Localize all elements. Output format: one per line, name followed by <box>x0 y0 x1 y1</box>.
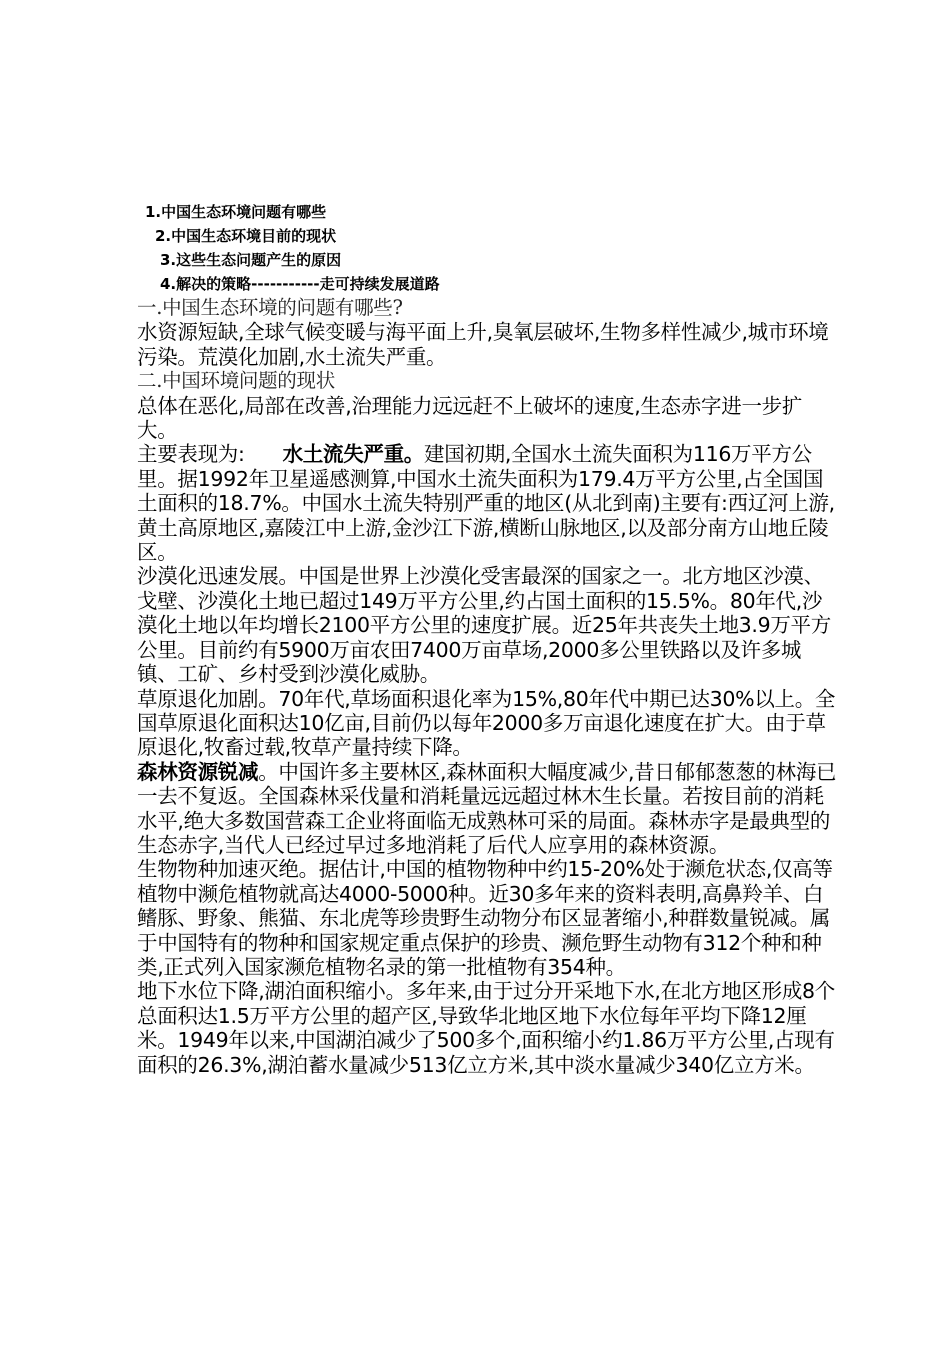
toc-item-2: 2.中国生态环境目前的现状 <box>155 227 337 245</box>
soil-erosion-title: 水土流失严重。 <box>282 442 425 467</box>
main-manifestations-label: 主要表现为: <box>137 442 245 467</box>
forest-paragraph <box>137 760 840 858</box>
section-2-heading: 二.中国环境问题的现状 <box>137 369 335 393</box>
species-paragraph: 生物物种加速灭绝。据估计,中国的植物物种中约15-20%处于濒危状态,仅高等植物中濒危植物就高达4000-5000种。近30多年来的资料表明,高鼻羚羊、白鳍豚、野象、熊猫、东北虎等珍贵野生动物分布区显著缩小,种群数量锐减。属于中国特有的物种和国家规定重点保护的珍贵、濒危野生动物有312个种和种类,正式列入国家濒危植物名录的第一批植物有354种。 <box>137 857 833 979</box>
toc-item-4: 4.解决的策略-----------走可持续发展道路 <box>160 275 440 293</box>
document-body <box>137 296 840 1077</box>
groundwater-paragraph: 地下水位下降,湖泊面积缩小。多年来,由于过分开采地下水,在北方地区形成8个总面积达1.5万平方公里的超产区,导致华北地区地下水位每年平均下降12厘米。1949年以来,中国湖泊减少了500多个,面积缩小约1.86万平方公里,占现有面积的26.3%,湖泊蓄水量减少513亿立方米,其中淡水量减少340亿立方米。 <box>137 979 835 1077</box>
desertification-paragraph: 沙漠化迅速发展。中国是世界上沙漠化受害最深的国家之一。北方地区沙漠、戈壁、沙漠化土地已超过149万平方公里,约占国土面积的15.5%。80年代,沙漠化土地以年均增长2100平方公里的速度扩展。近25年共丧失土地3.9万平方公里。目前约有5900万亩农田7400万亩草场,2000多公里铁路以及许多城镇、工矿、乡村受到沙漠化威胁。 <box>137 564 831 687</box>
grassland-paragraph: 草原退化加剧。70年代,草场面积退化率为15%,80年代中期已达30%以上。全国草原退化面积达10亿亩,目前仍以每年2000多万亩退化速度在扩大。由于草原退化,牧畜过载,牧草产量持续下降。 <box>137 686 836 760</box>
soil-erosion-paragraph <box>137 442 840 564</box>
forest-title: 森林资源锐减 <box>137 759 259 784</box>
section-1-text: 水资源短缺,全球气候变暖与海平面上升,臭氧层破坏,生物多样性减少,城市环境污染。荒漠化加剧,水土流失严重。 <box>137 320 829 369</box>
toc-item-1: 1.中国生态环境问题有哪些 <box>145 203 327 221</box>
section-2-summary: 总体在恶化,局部在改善,治理能力远远赶不上破坏的速度,生态赤字进一步扩大。 <box>137 393 803 443</box>
table-of-contents <box>145 200 440 296</box>
section-1-heading: 一.中国生态环境的问题有哪些? <box>137 296 403 319</box>
forest-text: 。中国许多主要林区,森林面积大幅度减少,昔日郁郁葱葱的林海已一去不复返。全国森林采伐量和消耗量远远超过林木生长量。若按目前的消耗水平,绝大多数国营森工企业将面临无成熟林可采的局面。森林赤字是最典型的生态赤字,当代人已经过早过多地消耗了后代人应享用的森林资源。 <box>137 759 837 857</box>
soil-erosion-text: 建国初期,全国水土流失面积为116万平方公里。据1992年卫星遥感测算,中国水土流失面积为179.4万平方公里,占全国国土面积的18.7%。中国水土流失特别严重的地区(从北到南)主要有:西辽河上游,黄土高原地区,嘉陵江中上游,金沙江下游,横断山脉地区,以及部分南方山地丘陵区。 <box>137 442 835 565</box>
toc-item-3: 3.这些生态问题产生的原因 <box>160 251 342 269</box>
